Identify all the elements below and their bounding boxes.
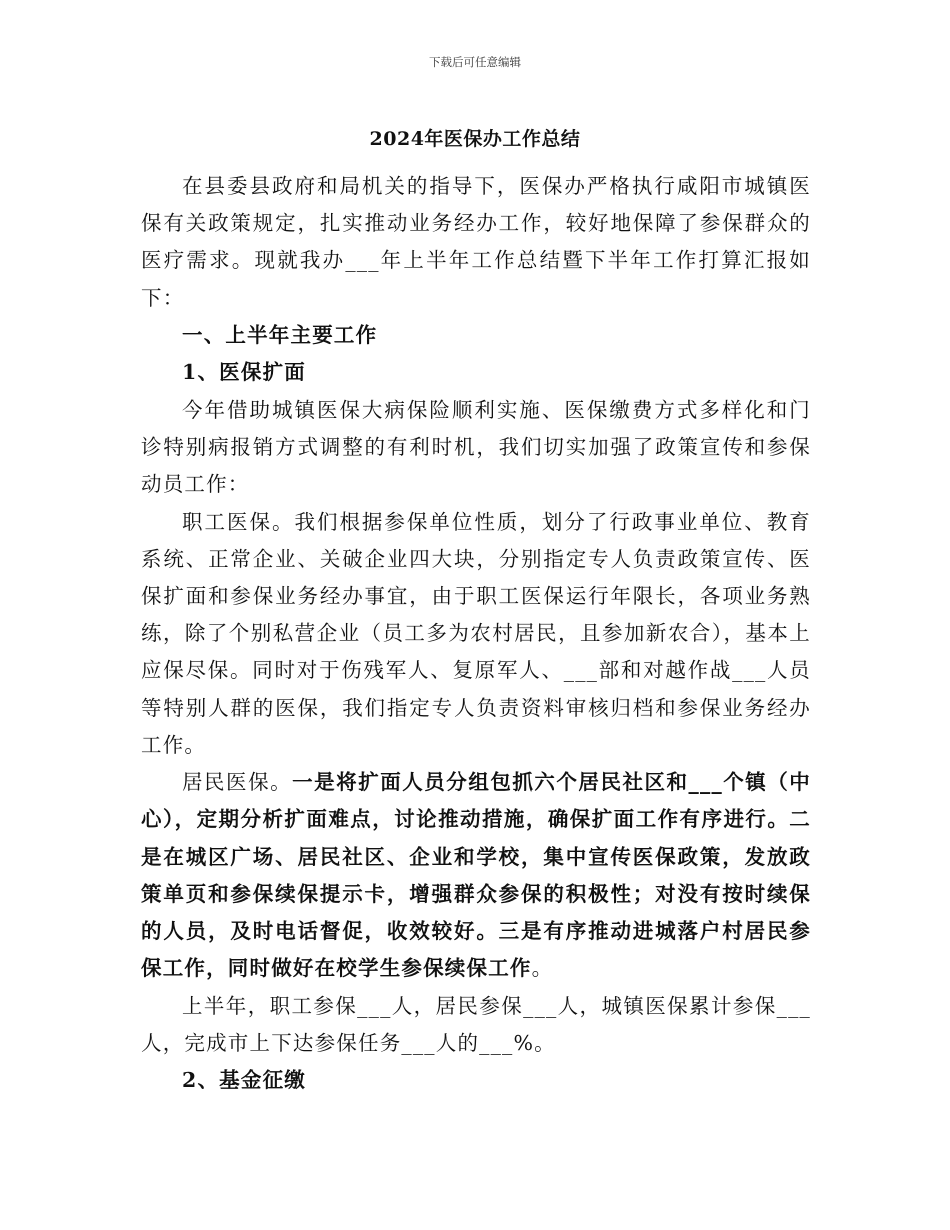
section-heading-1: 一、上半年主要工作 [182,323,378,347]
subsection-heading-1: 1、医保扩面 [182,360,306,385]
document-body [141,168,811,1100]
intro-paragraph: 在县委县政府和局机关的指导下，医保办严格执行咸阳市城镇医保有关政策规定，扎实推动业务经办工作，较好地保障了参保群众的医疗需求。现就我办___年上半年工作总结暨下半年工作打算汇报如下： [141,174,811,310]
resident-lead-text: 居民医保。 [182,770,293,795]
document-title: 2024年医保办工作总结 [369,128,581,150]
worker-insurance-paragraph: 职工医保。我们根据参保单位性质，划分了行政事业单位、教育系统、正常企业、关破企业四大块，分别指定专人负责政策宣传、医保扩面和参保业务经办事宜，由于职工医保运行年限长，各项业务熟练，除了个别私营企业（员工多为农村居民，且参加新农合），基本上应保尽保。同时对于伤残军人、复原军人、___部和对越作战___人员等特别人群的医保，我们指定专人负责资料审核归档和参保业务经办工作。 [141,509,811,757]
summary-paragraph: 上半年，职工参保___人，居民参保___人，城镇医保累计参保___人，完成市上下达参保任务___人的___%。 [141,993,811,1055]
subsection-heading-2: 2、基金征缴 [182,1068,306,1093]
resident-bold-text: 一是将扩面人员分组包抓六个居民社区和___个镇（中心），定期分析扩面难点，讨论推动措施，确保扩面工作有序进行。二是在城区广场、居民社区、企业和学校，集中宣传医保政策，发放政策单页和参保续保提示卡，增强群众参保的积极性；对没有按时续保的人员，及时电话督促，收效较好。三是有序推动进城落户村居民参保工作，同时做好在校学生参保续保工作 [141,770,812,981]
expansion-paragraph: 今年借助城镇医保大病保险顺利实施、医保缴费方式多样化和门诊特别病报销方式调整的有利时机，我们切实加强了政策宣传和参保动员工作： [141,397,811,497]
resident-end-text: 。 [531,956,554,981]
resident-insurance-paragraph [141,764,811,987]
page-header: 下载后可任意编辑 [429,55,521,69]
